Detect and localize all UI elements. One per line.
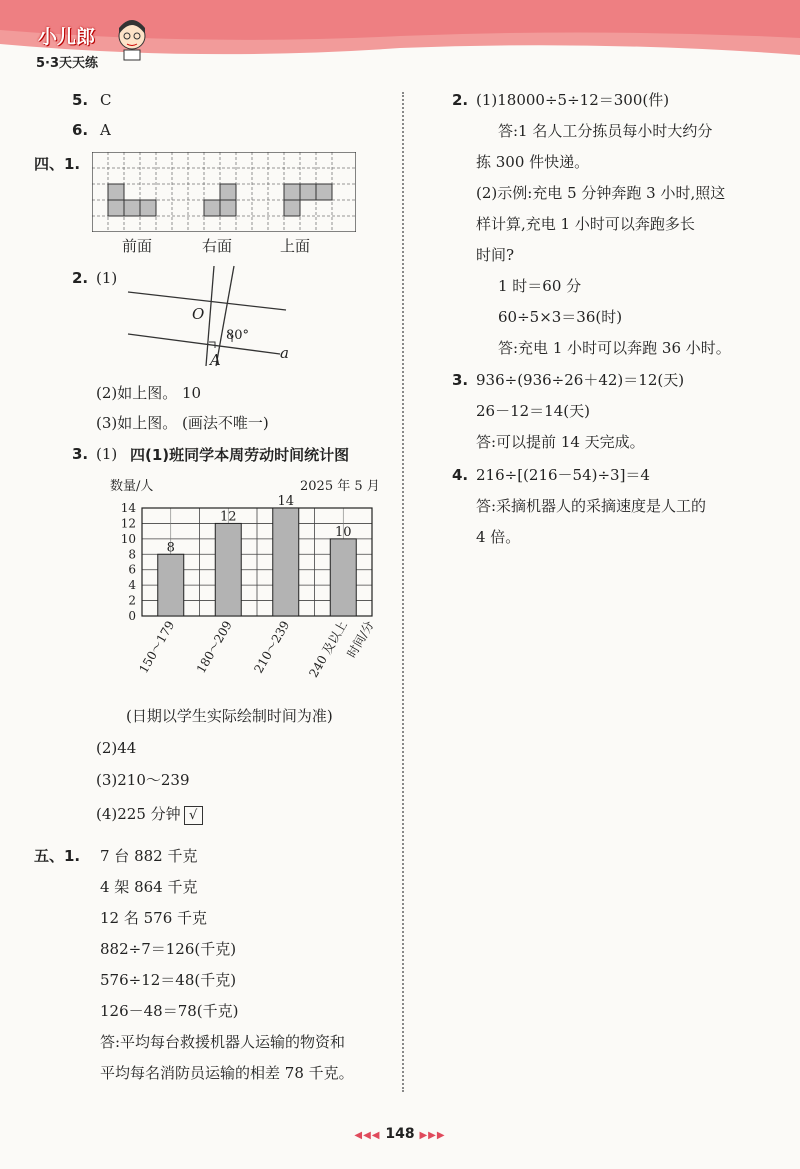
sec5-line-3: 12 名 576 千克 (100, 909, 208, 927)
check-mark-icon: √ (184, 806, 203, 825)
q6-answer: A (100, 121, 111, 139)
chart-ylabel: 数量/人 (110, 479, 154, 494)
bar-2 (215, 523, 241, 616)
sec5-line-1: 7 台 882 千克 (100, 847, 198, 865)
q3-part4-text: (4)225 分钟 (96, 805, 181, 823)
view-label-front: 前面 (122, 237, 153, 255)
sec5-line-8: 平均每名消防员运输的相差 78 千克。 (100, 1064, 354, 1082)
three-views-grid (92, 152, 356, 232)
r-q3-line-3: 答:可以提前 14 天完成。 (476, 433, 645, 451)
bar-value-label: 14 (277, 494, 295, 509)
q3-part3: (3)210～239 (96, 771, 190, 789)
bar-1 (158, 554, 184, 616)
category-label: 180～209 (193, 618, 235, 676)
q2-number: 2. (72, 269, 89, 287)
y-tick-label: 10 (120, 531, 136, 546)
r-q4-number: 4. (452, 466, 469, 484)
series-name: 5·3天天练 (36, 56, 99, 71)
view-label-right: 右面 (202, 237, 233, 255)
sec5-line-6: 126－48＝78(千克) (100, 1002, 239, 1020)
q3-part2: (2)44 (96, 739, 137, 757)
q3-number: 3. (72, 445, 89, 463)
view-label-top: 上面 (280, 237, 311, 255)
r-q2-line-5: 样计算,充电 1 小时可以奔跑多长 (476, 215, 695, 233)
header-band (0, 0, 800, 78)
section5-label: 五、1. (34, 847, 81, 865)
r-q2-line-1: (1)18000÷5÷12＝300(件) (476, 91, 670, 109)
sec5-line-5: 576÷12＝48(千克) (100, 971, 237, 989)
y-tick-label: 8 (128, 547, 136, 562)
r-q4-line-1: 216÷[(216－54)÷3]＝4 (476, 466, 650, 484)
y-tick-label: 14 (120, 501, 136, 515)
r-q2-line-6: 时间? (476, 246, 515, 264)
r-q3-line-2: 26－12＝14(天) (476, 402, 590, 420)
q3-note: (日期以学生实际绘制时间为准) (126, 707, 333, 725)
q5-number: 5. (72, 91, 89, 109)
r-q3-line-1: 936÷(936÷26＋42)＝12(天) (476, 371, 685, 389)
sec5-line-2: 4 架 864 千克 (100, 878, 198, 896)
r-q2-number: 2. (452, 91, 469, 109)
q2-part1: (1) (96, 269, 118, 287)
y-tick-label: 6 (128, 562, 136, 577)
bar-value-label: 10 (334, 524, 352, 540)
angle-label: 80° (226, 328, 250, 343)
r-q2-line-2: 答:1 名人工分拣员每小时大约分 (498, 122, 713, 140)
sec5-line-4: 882÷7＝126(千克) (100, 940, 237, 958)
brand-logo: 小儿郎 (38, 26, 96, 48)
q5-answer: C (100, 91, 112, 109)
x-axis-label: 时间/分 (344, 618, 377, 661)
bar-4 (330, 539, 356, 616)
chart-date: 2025 年 5 月 (300, 479, 380, 494)
r-q3-number: 3. (452, 371, 469, 389)
y-tick-label: 12 (120, 516, 136, 531)
category-label: 210～239 (251, 618, 293, 676)
page-number: 148 (385, 1126, 415, 1142)
r-q2-line-3: 拣 300 件快递。 (476, 153, 590, 171)
bar-value-label: 12 (219, 509, 237, 525)
category-label: 240 及以上 (306, 618, 350, 680)
y-tick-label: 2 (128, 593, 136, 608)
bar-chart (96, 470, 396, 686)
q2-part3: (3)如上图。 (画法不唯一) (96, 414, 269, 432)
chart-title: 四(1)班同学本周劳动时间统计图 (130, 446, 350, 464)
bar-value-label: 8 (166, 540, 175, 556)
point-a-label: A (210, 351, 221, 369)
category-label: 150～179 (136, 618, 178, 676)
r-q4-line-2: 答:采摘机器人的采摘速度是人工的 (476, 497, 707, 515)
r-q4-line-3: 4 倍。 (476, 528, 521, 546)
r-q2-line-9: 答:充电 1 小时可以奔跑 36 小时。 (498, 339, 731, 357)
line-a-label: a (280, 344, 289, 362)
sec5-line-7: 答:平均每台救援机器人运输的物资和 (100, 1033, 346, 1051)
next-arrows-icon: ▶▶▶ (419, 1130, 446, 1141)
q3-part1: (1) (96, 445, 118, 463)
q2-part2: (2)如上图。 10 (96, 384, 202, 402)
r-q2-line-8: 60÷5×3＝36(时) (498, 308, 623, 326)
point-o-label: O (192, 305, 205, 323)
bar-3 (273, 508, 299, 616)
y-tick-label: 4 (128, 578, 136, 593)
q3-part4 (96, 804, 203, 825)
page-number-row (0, 1126, 800, 1142)
section4-label: 四、1. (34, 155, 81, 173)
mascot-icon (114, 16, 150, 62)
y-tick-label: 0 (128, 609, 136, 623)
column-divider (402, 92, 404, 1092)
r-q2-line-4: (2)示例:充电 5 分钟奔跑 3 小时,照这 (476, 184, 726, 202)
r-q2-line-7: 1 时＝60 分 (498, 277, 582, 295)
prev-arrows-icon: ◀◀◀ (354, 1130, 381, 1141)
q6-number: 6. (72, 121, 89, 139)
